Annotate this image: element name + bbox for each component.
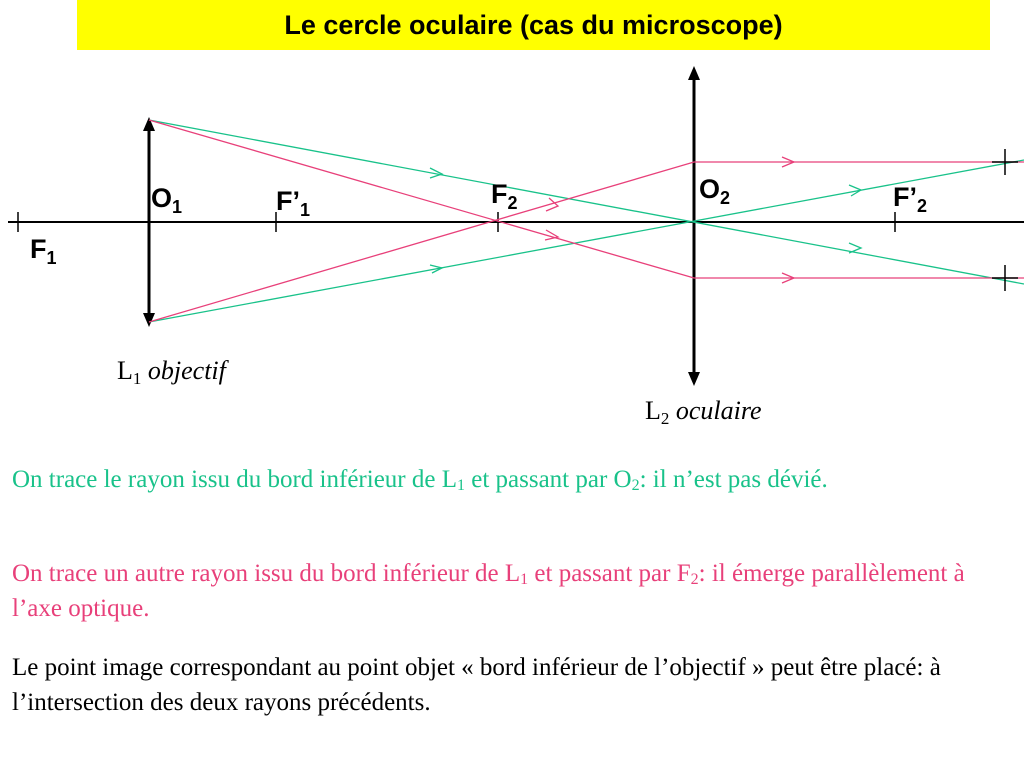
label-f1-prime: $F’_1$ — [276, 186, 311, 220]
lens-l1-top-arrow — [143, 117, 155, 131]
lens-l2-top-arrow — [688, 66, 700, 80]
label-o1: $O_1$ — [151, 183, 183, 217]
label-f2-prime: $F’_2$ — [893, 182, 928, 216]
label-f2: $F_2$ — [491, 179, 518, 213]
page-title: Le cercle oculaire (cas du microscope) — [284, 9, 783, 40]
label-l1-objectif: L1 objectif — [117, 356, 226, 388]
label-o2: $O_2$ — [699, 174, 731, 208]
label-f1: $F_1$ — [30, 234, 57, 268]
paragraph-pink-ray: On trace un autre rayon issu du bord inférieur de $L_1$ et passant par $F_2$: il émerge parallèlement à l’axe optique. — [12, 560, 965, 622]
paragraph-conclusion: Le point image correspondant au point objet « bord inférieur de l’objectif » peut être placé: à l’intersection des deux rayons précédents. — [12, 654, 941, 716]
green-arrow-4 — [849, 185, 861, 196]
lens-l1-bottom-arrow — [143, 313, 155, 327]
image-point-marks — [992, 149, 1018, 291]
label-l2-oculaire: L2 oculaire — [645, 396, 762, 428]
paragraph-green-ray: On trace le rayon issu du bord inférieur de $L_1$ et passant par $O_2$: il n’est pas dévié. — [12, 466, 828, 494]
lens-l2-bottom-arrow — [688, 372, 700, 386]
